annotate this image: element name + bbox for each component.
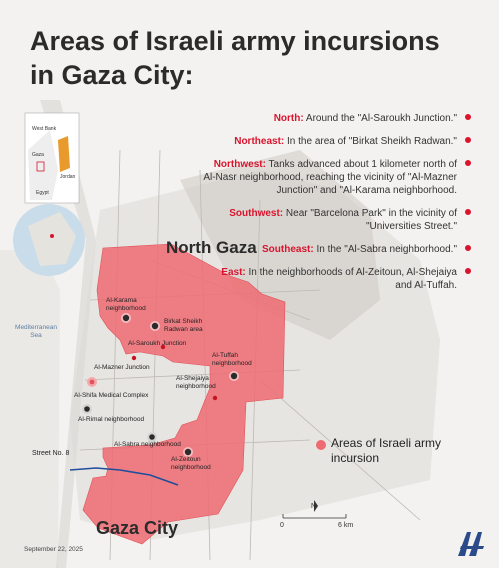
- coast-area: [0, 250, 60, 568]
- inset-label-jordan: Jordan: [60, 174, 76, 180]
- marker-al-mazner-junction: [132, 356, 136, 360]
- label-al-shifa-medical-complex: Al-Shifa Medical Complex: [74, 392, 149, 399]
- aa-logo: [455, 528, 487, 558]
- legend-swatch: [316, 440, 326, 450]
- marker-al-rimal: [82, 404, 92, 414]
- direction-label: Northwest:: [213, 159, 266, 170]
- incursion-text: In the "Al-Sabra neighborhood.": [316, 244, 457, 255]
- map-title: Areas of Israeli army incursions in Gaza City:: [30, 26, 440, 90]
- bullet-dot: [465, 160, 471, 166]
- date-label: September 22, 2025: [24, 546, 83, 553]
- incursion-text: Tanks advanced about 1 kilometer north of Al-Nasr neighborhood, reaching the vicinity of "Al-Mazner Junction" and "Al-Karama neighborhood.: [203, 159, 457, 196]
- inset-label-egypt: Egypt: [36, 190, 49, 196]
- north-arrow-label: N: [311, 503, 317, 510]
- bullet-dot: [465, 245, 471, 251]
- marker-al-tuffah: [229, 371, 239, 381]
- label-al-rimal: Al-Rimal neighborhood: [78, 416, 145, 423]
- street-label: Street No. 8: [32, 450, 70, 457]
- incursion-text: Around the "Al-Saroukh Junction.": [305, 113, 457, 124]
- label-birkat-sheikh-radwan: Birkat Sheikh Radwan area: [164, 318, 203, 333]
- incursion-item-east: [202, 266, 457, 292]
- bullet-dot: [465, 209, 471, 215]
- label-al-zeitoun: Al-Zeitoun neighborhood: [171, 456, 211, 471]
- legend: [316, 436, 471, 466]
- bullet-dot: [465, 268, 471, 274]
- marker-al-karama: [121, 313, 131, 323]
- inset-globe-marker: [50, 234, 54, 238]
- direction-label: North:: [273, 113, 304, 124]
- scale-start-label: 0: [280, 522, 284, 529]
- label-al-karama: Al-Karama neighborhood: [106, 297, 146, 312]
- incursion-text: In the area of "Birkat Sheikh Radwan.": [287, 136, 457, 147]
- bullet-dot: [465, 137, 471, 143]
- region-label-north-gaza: North Gaza: [166, 238, 257, 257]
- incursion-item-southwest: [202, 207, 457, 233]
- direction-label: East:: [221, 267, 246, 278]
- scale-end-label: 6 km: [338, 522, 354, 529]
- inset-label-gaza: Gaza: [32, 152, 44, 158]
- incursion-item-northeast: [202, 135, 457, 148]
- label-al-mazner-junction: Al-Mazner Junction: [94, 364, 150, 371]
- legend-label: Areas of Israeli army incursion: [331, 436, 442, 465]
- inset-west-bank: [58, 136, 70, 172]
- bullet-dot: [465, 114, 471, 120]
- label-al-sabra: Al-Sabra neighborhood: [114, 441, 181, 448]
- incursion-item-northwest: [202, 158, 457, 197]
- incursion-item-north: [202, 112, 457, 125]
- incursion-list: [202, 112, 457, 302]
- label-al-saroukh-junction: Al-Saroukh Junction: [128, 340, 187, 347]
- region-label-gaza-city: Gaza City: [96, 518, 179, 538]
- marker-al-shifa-medical-complex: [87, 377, 97, 387]
- incursion-text: Near "Barcelona Park" in the vicinity of "Universities Street.": [285, 208, 457, 232]
- direction-label: Northeast:: [234, 136, 285, 147]
- incursion-text: In the neighborhoods of Al-Zeitoun, Al-Shejaiya and Al-Tuffah.: [248, 267, 457, 291]
- sea-label: Mediterranean Sea: [15, 324, 57, 339]
- label-al-shejaiya: Al-Shejaiya neighborhood: [176, 375, 216, 390]
- marker-al-shejaiya: [213, 396, 217, 400]
- inset-label-west-bank: West Bank: [32, 126, 57, 132]
- direction-label: Southeast:: [262, 244, 314, 255]
- label-al-tuffah: Al-Tuffah neighborhood: [212, 352, 252, 367]
- direction-label: Southwest:: [229, 208, 284, 219]
- marker-birkat-sheikh-radwan: [150, 321, 160, 331]
